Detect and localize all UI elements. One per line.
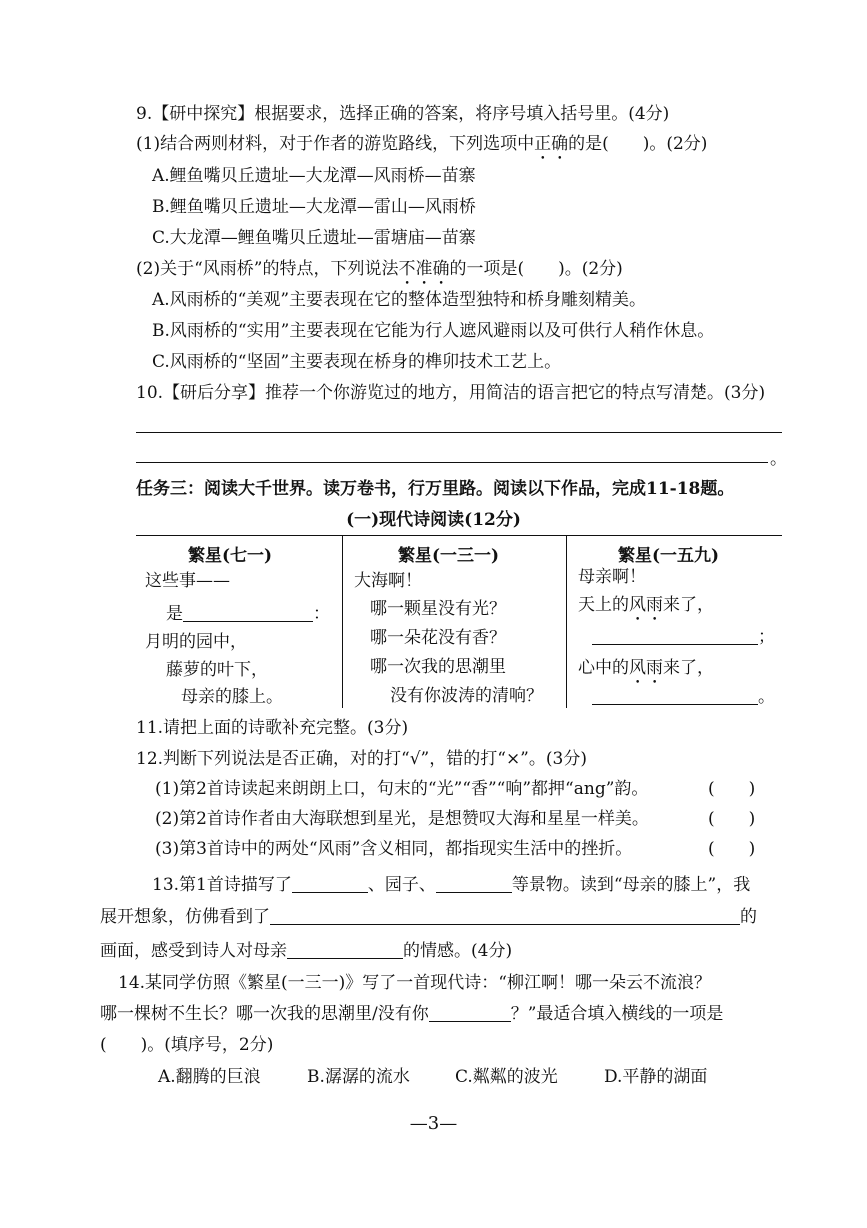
q10-stem: 10.【研后分享】推荐一个你游览过的地方，用简洁的语言把它的特点写清楚。(3分) xyxy=(136,383,766,403)
poem2-line4: 哪一次我的思潮里 xyxy=(370,657,506,677)
q9-part2-option-c: C.风雨桥的“坚固”主要表现在桥身的榫卯技术工艺上。 xyxy=(152,352,562,372)
q13-blank-1[interactable] xyxy=(292,874,368,893)
page-number: —3— xyxy=(409,1113,458,1134)
poem3-title: 繁星(一五九) xyxy=(618,546,720,566)
q9-part2-option-b: B.风雨桥的“实用”主要表现在它能为行人遮风避雨以及可供行人稍作休息。 xyxy=(152,321,715,341)
poem1-line3: 月明的园中， xyxy=(145,632,247,652)
q9-part1: (1)结合两则材料，对于作者的游览路线，下列选项中正确的是( )。(2分) xyxy=(136,134,708,154)
q12-item-3: (3)第3首诗中的两处“风雨”含义相同，都指现实生活中的挫折。 xyxy=(155,839,633,859)
poem1-line1: 这些事—— xyxy=(145,571,230,591)
poem3-line4: 心中的风雨来了， xyxy=(578,658,714,678)
q9-part2-option-a: A.风雨桥的“美观”主要表现在它的整体造型独特和桥身雕刻精美。 xyxy=(152,290,647,310)
q13-blank-2[interactable] xyxy=(436,874,512,893)
q13-blank-4[interactable] xyxy=(287,940,403,959)
poem3-line2: 天上的风雨来了， xyxy=(578,595,714,615)
q12-item-2: (2)第2首诗作者由大海联想到星光，是想赞叹大海和星星一样美。 xyxy=(155,809,649,829)
q9-part1-option-b: B.鲤鱼嘴贝丘遗址—大龙潭—雷山—风雨桥 xyxy=(152,197,476,217)
poem2-line1: 大海啊！ xyxy=(354,571,422,591)
q14-option-c: C.粼粼的波光 xyxy=(455,1067,558,1087)
q13-line2: 展开想象，仿佛看到了 的 xyxy=(100,907,757,927)
poem3-line5: 。 xyxy=(592,686,775,708)
poem2-line5: 没有你波涛的清响？ xyxy=(390,686,543,706)
q9-stem: 9.【研中探究】根据要求，选择正确的答案，将序号填入括号里。(4分) xyxy=(136,104,670,124)
q10-answer-line-2[interactable] xyxy=(136,462,768,463)
q13-line3: 画面，感受到诗人对母亲 的情感。(4分) xyxy=(100,941,513,961)
q12-stem: 12.判断下列说法是否正确，对的打“√”，错的打“×”。(3分) xyxy=(136,749,587,769)
q10-end-mark: 。 xyxy=(770,449,787,469)
poem-divider-2 xyxy=(566,536,567,708)
q14-option-a: A.翻腾的巨浪 xyxy=(158,1067,261,1087)
q12-item-1-bracket[interactable]: ( ) xyxy=(708,779,756,799)
poem2-title: 繁星(一三一) xyxy=(398,546,500,566)
poem1-line2: 是 ： xyxy=(166,604,330,624)
poem-table-top-border xyxy=(136,535,782,536)
q13-line1: 13.第1首诗描写了 、园子、 等景物。读到“母亲的膝上”，我 xyxy=(152,875,751,895)
poem3-line1: 母亲啊！ xyxy=(578,567,646,587)
q14-option-d: D.平静的湖面 xyxy=(604,1067,708,1087)
poem2-line3: 哪一朵花没有香？ xyxy=(370,628,506,648)
q9-part2: (2)关于“风雨桥”的特点，下列说法不准确的一项是( )。(2分) xyxy=(136,259,623,279)
task3-title: 任务三：阅读大千世界。读万卷书，行万里路。阅读以下作品，完成11-18题。 xyxy=(136,479,735,499)
poem3-line3: ； xyxy=(592,626,775,648)
poem1-title: 繁星(七一) xyxy=(188,546,273,566)
q9-part1-option-c: C.大龙潭—鲤鱼嘴贝丘遗址—雷塘庙—苗寨 xyxy=(152,228,476,248)
poem2-line2: 哪一颗星没有光？ xyxy=(370,599,506,619)
poem3-blank-1[interactable] xyxy=(592,626,758,645)
q14-line2: 哪一棵树不生长？哪一次我的思潮里/没有你 ？”最适合填入横线的一项是 xyxy=(100,1004,724,1024)
poetry-section-title: (一)现代诗阅读(12分) xyxy=(346,510,521,530)
poem1-line5: 母亲的膝上。 xyxy=(181,687,283,707)
poem1-line4: 藤萝的叶下， xyxy=(166,660,268,680)
q12-item-1: (1)第2首诗读起来朗朗上口，句末的“光”“香”“响”都押“ang”韵。 xyxy=(155,779,649,799)
q14-line1: 14.某同学仿照《繁星(一三一)》写了一首现代诗：“柳江啊！哪一朵云不流浪？ xyxy=(118,973,711,993)
poem1-blank[interactable] xyxy=(183,603,313,622)
poem3-blank-2[interactable] xyxy=(592,686,758,705)
q13-blank-3[interactable] xyxy=(270,906,740,925)
q14-line3: ( )。(填序号，2分) xyxy=(100,1035,274,1055)
q14-option-b: B.潺潺的流水 xyxy=(307,1067,410,1087)
q9-part1-option-a: A.鲤鱼嘴贝丘遗址—大龙潭—风雨桥—苗寨 xyxy=(152,166,476,186)
q12-item-3-bracket[interactable]: ( ) xyxy=(708,839,756,859)
q14-blank[interactable] xyxy=(429,1003,511,1022)
q12-item-2-bracket[interactable]: ( ) xyxy=(708,809,756,829)
q11-stem: 11.请把上面的诗歌补充完整。(3分) xyxy=(136,718,409,738)
q10-answer-line-1[interactable] xyxy=(136,432,782,433)
poem-divider-1 xyxy=(342,536,343,708)
